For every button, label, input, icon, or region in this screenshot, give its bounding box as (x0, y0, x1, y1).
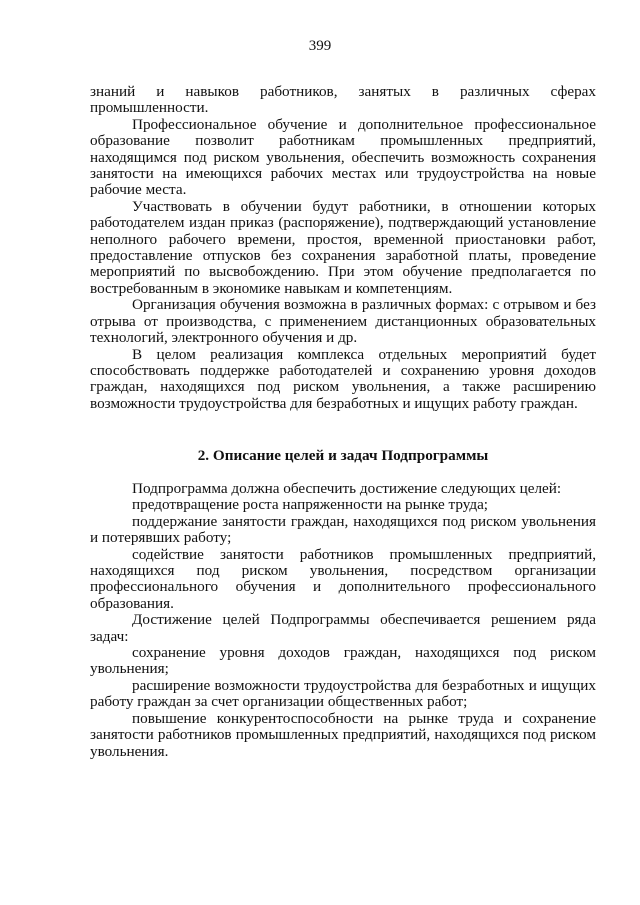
section-heading: 2. Описание целей и задач Подпрограммы (197, 447, 489, 464)
paragraph: знаний и навыков работников, занятых в различных сферах промышленности. (90, 83, 596, 117)
paragraph: Организация обучения возможна в различных формах: с отрывом и без отрыва от производства, с применением дистанционных образовательных технологий, электронного обучения и др. (90, 296, 596, 347)
text-block-intro (90, 84, 596, 412)
list-item: сохранение уровня доходов граждан, находящихся под риском увольнения; (90, 644, 596, 678)
text-block-goals (90, 481, 596, 760)
list-item: повышение конкурентоспособности на рынке труда и сохранение занятости работников промышленных предприятий, находящихся под риском увольнения. (90, 709, 596, 760)
list-item: предотвращение роста напряженности на рынке труда; (132, 496, 489, 514)
list-item: содействие занятости работников промышленных предприятий, находящихся под риском увольнения, посредством организации профессионального обучения и дополнительного профессионального образования. (90, 545, 596, 612)
paragraph: Достижение целей Подпрограммы обеспечивается решением ряда задач: (90, 611, 596, 645)
paragraph: В целом реализация комплекса отдельных мероприятий будет способствовать поддержке работодателей и сохранению уровня доходов граждан, находящихся под риском увольнения, а также расширению возможности трудоустройства для безработных и ищущих работу граждан. (90, 345, 596, 412)
paragraph: Профессиональное обучение и дополнительное профессиональное образование позволит работникам промышленных предприятий, находящимся под риском увольнения, обеспечить возможность сохранения занятости на имеющихся рабочих местах или трудоустройства на новые рабочие места. (90, 115, 596, 199)
list-item: поддержание занятости граждан, находящихся под риском увольнения и потерявших работу; (90, 512, 596, 547)
paragraph: Подпрограмма должна обеспечить достижение следующих целей: (132, 480, 562, 497)
page-number: 399 (308, 38, 332, 54)
paragraph: Участвовать в обучении будут работники, в отношении которых работодателем издан приказ (распоряжение), подтверждающий установление неполного рабочего времени, простоя, временной приостановки работ, предоставление отпусков без сохранения заработной платы, проведение мероприятий по высвобождению. При этом обучение предполагается по востребованным в экономике навыкам и компетенциям. (90, 197, 596, 297)
list-item: расширение возможности трудоустройства для безработных и ищущих работу граждан за счет организации общественных работ; (90, 676, 596, 711)
